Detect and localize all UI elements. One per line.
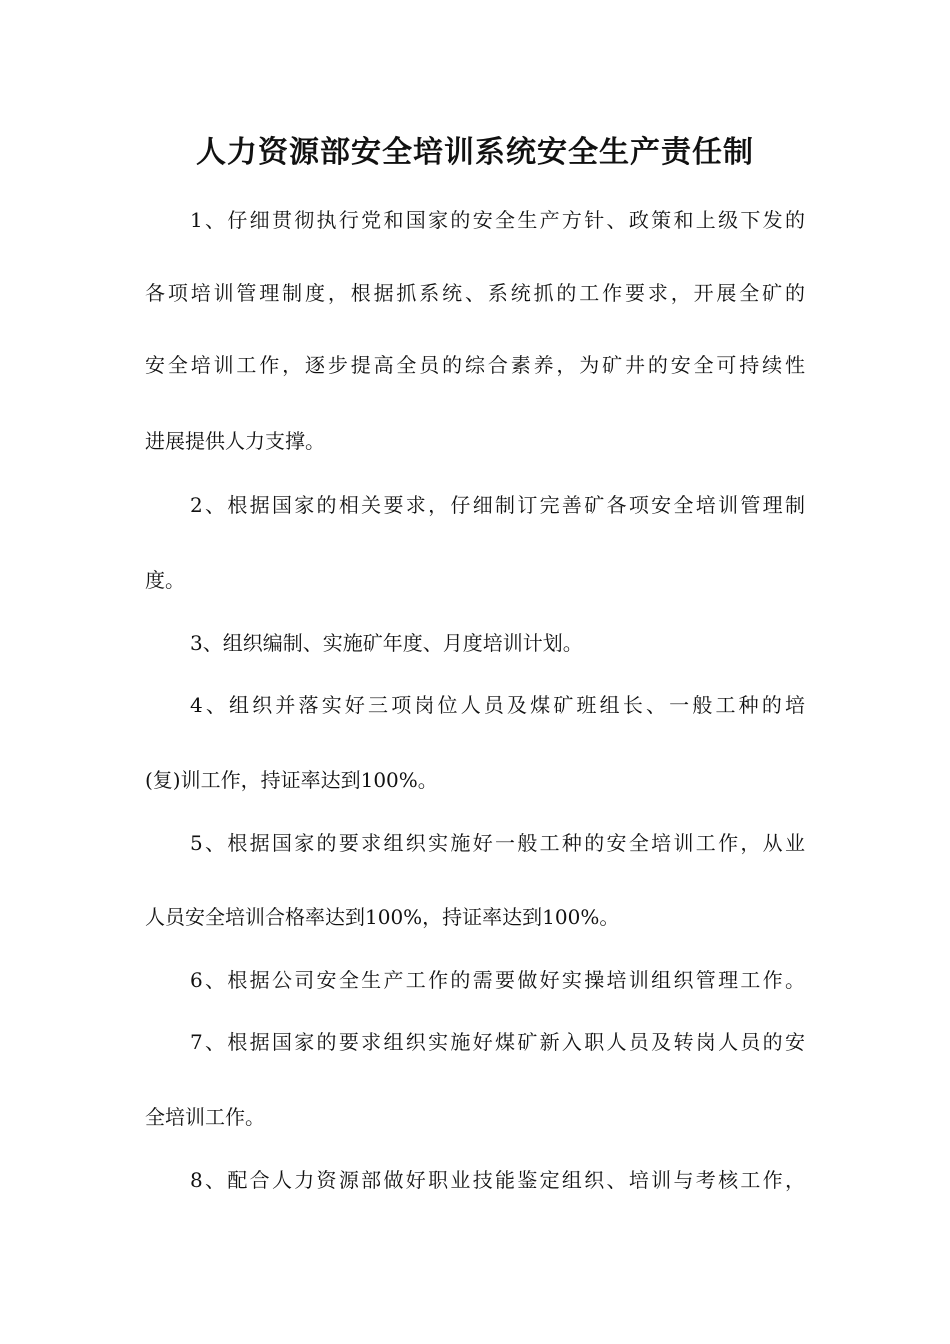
paragraph-7-line-1: 7、根据国家的要求组织实施好煤矿新入职人员及转岗人员的安 bbox=[190, 1030, 805, 1054]
paragraph-2-line-1: 2、根据国家的相关要求，仔细制订完善矿各项安全培训管理制 bbox=[190, 493, 805, 517]
paragraph-1-line-3: 安全培训工作，逐步提高全员的综合素养，为矿井的安全可持续性 bbox=[145, 353, 805, 377]
paragraph-4-line-2: (复)训工作，持证率达到100%。 bbox=[145, 768, 438, 792]
paragraph-1-line-1: 1、仔细贯彻执行党和国家的安全生产方针、政策和上级下发的 bbox=[190, 208, 805, 232]
document-title: 人力资源部安全培训系统安全生产责任制 bbox=[196, 135, 754, 170]
paragraph-2-line-2: 度。 bbox=[145, 568, 185, 592]
paragraph-5-line-1: 5、根据国家的要求组织实施好一般工种的安全培训工作，从业 bbox=[190, 831, 805, 855]
paragraph-1-line-4: 进展提供人力支撑。 bbox=[145, 429, 325, 453]
paragraph-6-line-1: 6、根据公司安全生产工作的需要做好实操培训组织管理工作。 bbox=[190, 968, 805, 992]
paragraph-7-line-2: 全培训工作。 bbox=[145, 1105, 265, 1129]
paragraph-4-line-1: 4、组织并落实好三项岗位人员及煤矿班组长、一般工种的培 bbox=[190, 693, 805, 717]
paragraph-1-line-2: 各项培训管理制度，根据抓系统、系统抓的工作要求，开展全矿的 bbox=[145, 281, 805, 305]
paragraph-3-line-1: 3、组织编制、实施矿年度、月度培训计划。 bbox=[190, 631, 583, 655]
paragraph-5-line-2: 人员安全培训合格率达到100%，持证率达到100%。 bbox=[145, 905, 620, 929]
paragraph-8-line-1: 8、配合人力资源部做好职业技能鉴定组织、培训与考核工作， bbox=[190, 1168, 805, 1192]
